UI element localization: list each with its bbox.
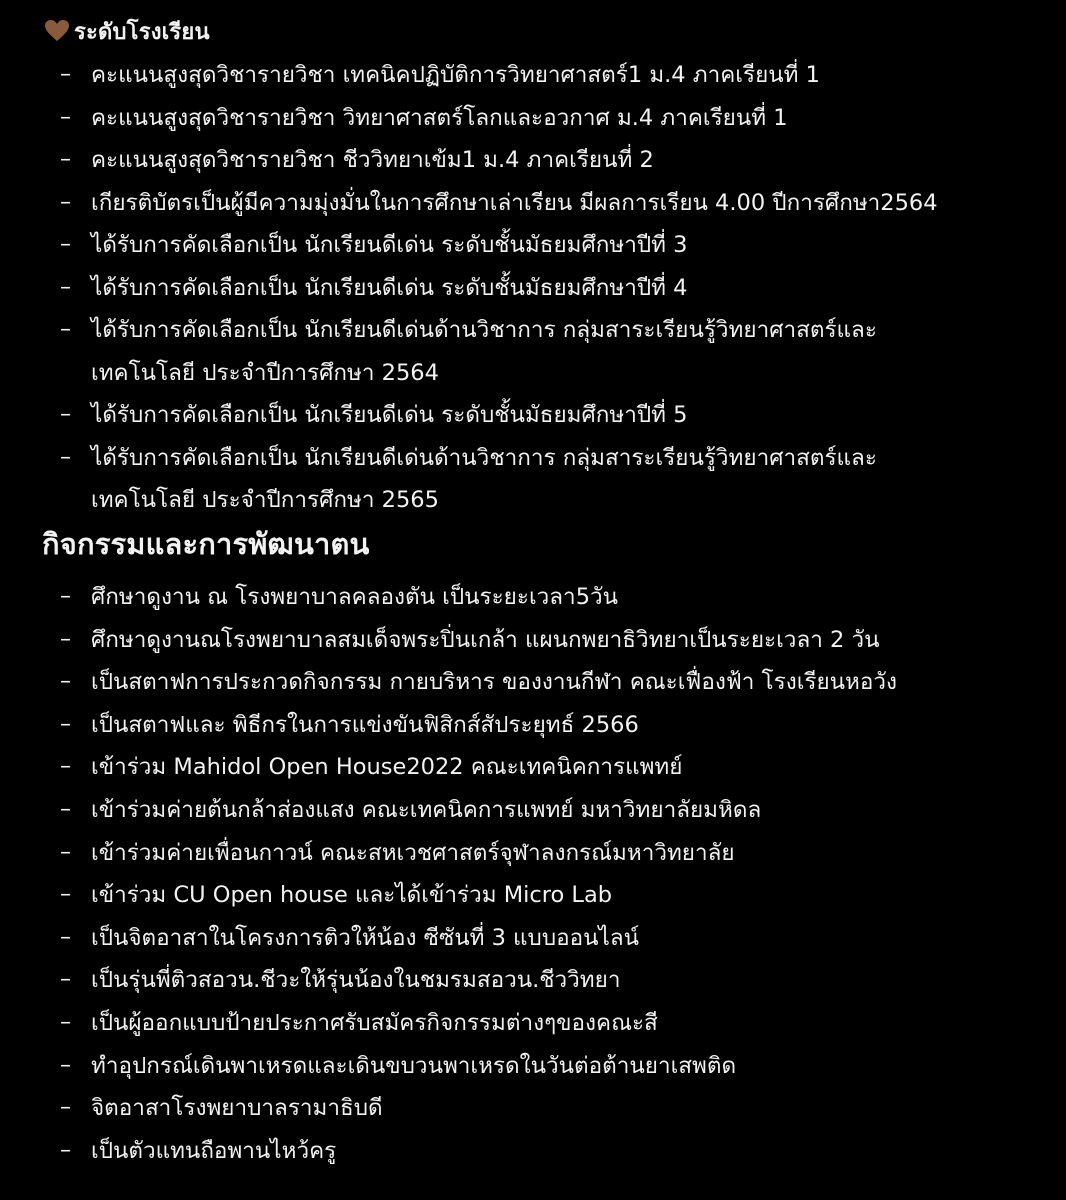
school-level-heading: [44, 14, 210, 48]
list-item: – ได้รับการคัดเลือกเป็น นักเรียนดีเด่น ระดับชั้นมัธยมศึกษาปีที่ 5: [60, 402, 688, 428]
list-item: – เข้าร่วมค่ายต้นกล้าส่องแสง คณะเทคนิคการแพทย์ มหาวิทยาลัยมหิดล: [60, 796, 762, 823]
list-item: – จิตอาสาโรงพยาบาลรามาธิบดี: [60, 1095, 383, 1122]
list-item: – คะแนนสูงสุดวิชารายวิชา วิทยาศาสตร์โลกและอวกาศ ม.4 ภาคเรียนที่ 1: [60, 104, 788, 131]
list-item: – ศึกษาดูงาน ณ โรงพยาบาลคลองตัน เป็นระยะเวลา5วัน: [60, 584, 619, 610]
activities-list: [0, 576, 1066, 1172]
list-item: – คะแนนสูงสุดวิชารายวิชา ชีววิทยาเข้ม1 ม.4 ภาคเรียนที่ 2: [60, 147, 654, 173]
list-item: – เข้าร่วมค่ายเพื่อนกาวน์ คณะสหเวชศาสตร์จุฬาลงกรณ์มหาวิทยาลัย: [60, 839, 735, 866]
list-item: – เป็นผู้ออกแบบป้ายประกาศรับสมัครกิจกรรมต่างๆของคณะสี: [60, 1009, 658, 1036]
school-awards-list: [0, 54, 1066, 522]
list-item: – ทำอุปกรณ์เดินพาเหรดและเดินขบวนพาเหรดในวันต่อต้านยาเสพติด: [60, 1052, 737, 1079]
list-item: – เกียรติบัตรเป็นผู้มีความมุ่งมั่นในการศึกษาเล่าเรียน มีผลการเรียน 4.00 ปีการศึกษา2564: [60, 189, 938, 216]
brown-heart-icon: [44, 19, 70, 43]
list-item: – ได้รับการคัดเลือกเป็น นักเรียนดีเด่น ระดับชั้นมัธยมศึกษาปีที่ 3: [60, 232, 688, 258]
list-item: – คะแนนสูงสุดวิชารายวิชา เทคนิคปฏิบัติการวิทยาศาสตร์1 ม.4 ภาคเรียนที่ 1: [60, 62, 820, 88]
list-item: – เป็นตัวแทนถือพานไหว้ครู: [60, 1137, 337, 1164]
list-item: – ศึกษาดูงานณโรงพยาบาลสมเด็จพระปิ่นเกล้า แผนกพยาธิวิทยาเป็นระยะเวลา 2 วัน: [60, 626, 880, 653]
list-item: – เป็นรุ่นพี่ติวสอวน.ชีวะให้รุ่นน้องในชมรมสอวน.ชีววิทยา: [60, 967, 621, 994]
list-item: – ได้รับการคัดเลือกเป็น นักเรียนดีเด่นด้านวิชาการ กลุ่มสาระเรียนรู้วิทยาศาสตร์และเทคโนโลยี ประจำปีการศึกษา 2564: [60, 317, 877, 386]
list-item: – ได้รับการคัดเลือกเป็น นักเรียนดีเด่น ระดับชั้นมัธยมศึกษาปีที่ 4: [60, 274, 688, 301]
list-item: – เข้าร่วม Mahidol Open House2022 คณะเทคนิคการแพทย์: [60, 754, 683, 781]
activities-heading: กิจกรรมและการพัฒนาตน: [42, 527, 370, 561]
list-item: – ได้รับการคัดเลือกเป็น นักเรียนดีเด่นด้านวิชาการ กลุ่มสาระเรียนรู้วิทยาศาสตร์และเทคโนโลยี ประจำปีการศึกษา 2565: [60, 444, 877, 513]
list-item: – เป็นสตาฟและ พิธีกรในการแข่งขันฟิสิกส์สัประยุทธ์ 2566: [60, 711, 639, 738]
list-item: – เป็นจิตอาสาในโครงการติวให้น้อง ซีซันที่ 3 แบบออนไลน์: [60, 924, 640, 951]
school-level-heading-text: ระดับโรงเรียน: [74, 19, 210, 45]
list-item: – เข้าร่วม CU Open house และได้เข้าร่วม Micro Lab: [60, 882, 613, 909]
list-item: – เป็นสตาฟการประกวดกิจกรรม กายบริหาร ของงานกีฬา คณะเฟื่องฟ้า โรงเรียนหอวัง: [60, 669, 898, 696]
